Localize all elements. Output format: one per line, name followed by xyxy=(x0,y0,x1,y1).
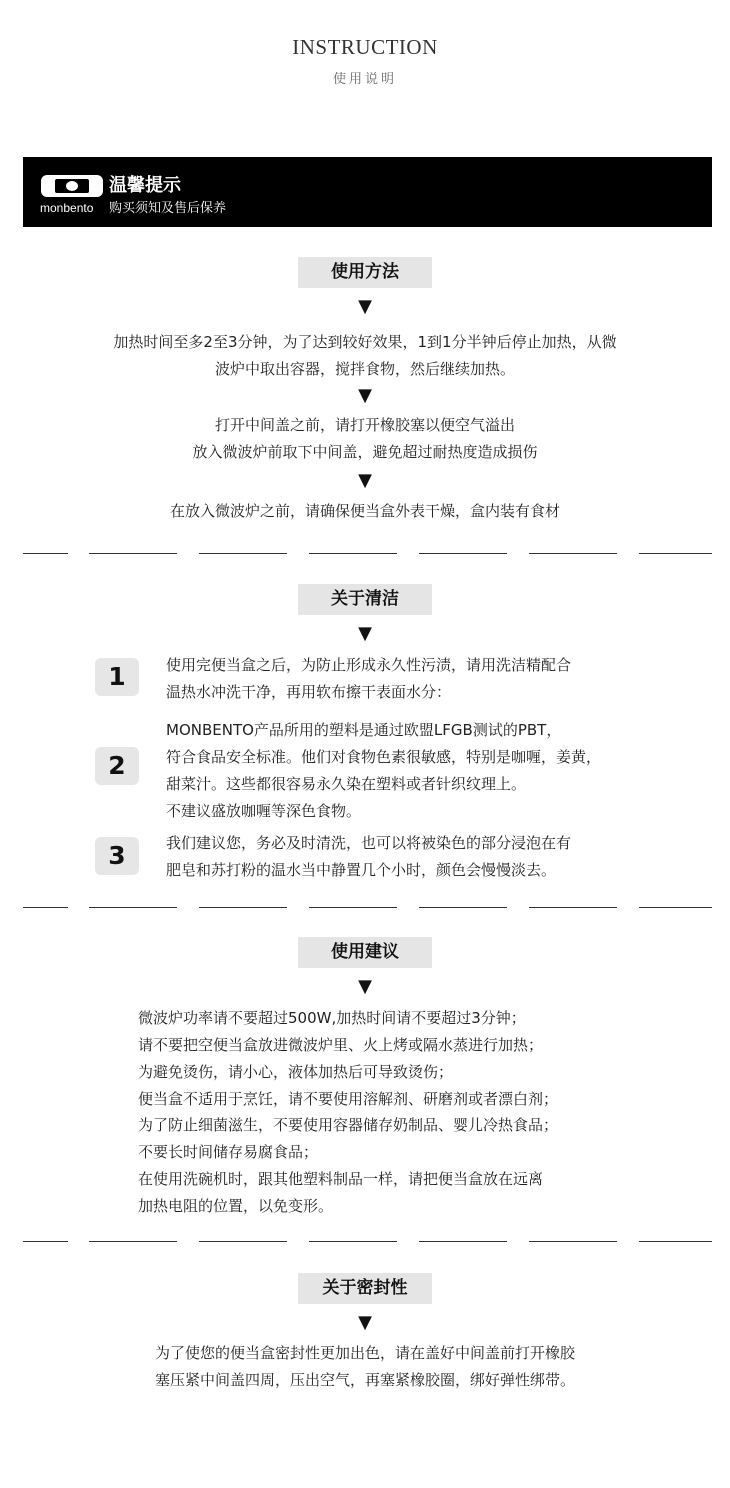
cleaning-line: 符合食品安全标准。他们对食物色素很敏感，特别是咖喱，姜黄， xyxy=(166,748,602,766)
arrow-down-icon: ▼ xyxy=(358,976,372,997)
cleaning-line: 我们建议您，务必及时清洗，也可以将被染色的部分浸泡在有 xyxy=(166,834,572,852)
advice-line: 加热电阻的位置，以免变形。 xyxy=(138,1197,334,1215)
advice-line: 不要长时间储存易腐食品； xyxy=(138,1143,319,1161)
arrow-down-icon: ▼ xyxy=(358,385,372,406)
logo-text: monbento xyxy=(40,201,94,215)
sealing-line: 为了使您的便当盒密封性更加出色，请在盖好中间盖前打开橡胶 xyxy=(154,1344,575,1362)
page-title: INSTRUCTION xyxy=(292,35,438,59)
section-divider xyxy=(23,907,712,909)
cleaning-line: 肥皂和苏打粉的温水当中静置几个小时，颜色会慢慢淡去。 xyxy=(166,861,557,879)
usage-line: 波炉中取出容器，搅拌食物，然后继续加热。 xyxy=(214,360,515,378)
arrow-down-icon: ▼ xyxy=(358,623,372,644)
arrow-down-icon: ▼ xyxy=(358,470,372,491)
arrow-down-icon: ▼ xyxy=(358,296,372,317)
usage-line: 加热时间至多2至3分钟，为了达到较好效果，1到1分半钟后停止加热，从微 xyxy=(113,333,617,351)
banner-title: 温馨提示 xyxy=(109,175,181,196)
notice-banner xyxy=(23,157,712,227)
advice-line: 为避免烫伤，请小心，液体加热后可导致烫伤； xyxy=(138,1063,454,1081)
advice-line: 便当盒不适用于烹饪，请不要使用溶解剂、研磨剂或者漂白剂； xyxy=(138,1090,559,1108)
section-title-sealing: 关于密封性 xyxy=(298,1273,432,1304)
monbento-logo-icon xyxy=(41,175,103,197)
section-divider xyxy=(23,553,712,555)
advice-line: 微波炉功率请不要超过500W,加热时间请不要超过3分钟； xyxy=(138,1009,526,1027)
arrow-down-icon: ▼ xyxy=(358,1312,372,1333)
usage-line: 放入微波炉前取下中间盖，避免超过耐热度造成损伤 xyxy=(192,443,538,461)
cleaning-line: 甜菜汁。这些都很容易永久染在塑料或者针织纹理上。 xyxy=(166,775,527,793)
cleaning-line: 不建议盛放咖喱等深色食物。 xyxy=(166,802,362,820)
page-subtitle: 使用说明 xyxy=(332,72,397,87)
section-title-usage: 使用方法 xyxy=(298,257,432,288)
step-number-badge: 3 xyxy=(95,837,139,875)
usage-line: 打开中间盖之前，请打开橡胶塞以便空气溢出 xyxy=(214,416,515,434)
advice-line: 请不要把空便当盒放进微波炉里、火上烤或隔水蒸进行加热； xyxy=(138,1036,544,1054)
step-number-badge: 2 xyxy=(95,747,139,785)
usage-line: 在放入微波炉之前，请确保便当盒外表干燥，盒内装有食材 xyxy=(169,502,560,520)
sealing-line: 塞压紧中间盖四周，压出空气，再塞紧橡胶圈，绑好弹性绑带。 xyxy=(154,1371,575,1389)
section-title-advice: 使用建议 xyxy=(298,937,432,968)
advice-line: 为了防止细菌滋生，不要使用容器储存奶制品、婴儿冷热食品； xyxy=(138,1116,559,1134)
step-number-badge: 1 xyxy=(95,658,139,696)
cleaning-line: 使用完便当盒之后，为防止形成永久性污渍，请用洗洁精配合 xyxy=(166,656,572,674)
section-divider xyxy=(23,1241,712,1243)
section-title-cleaning: 关于清洁 xyxy=(298,584,432,615)
cleaning-line: 温热水冲洗干净，再用软布擦干表面水分： xyxy=(166,683,452,701)
advice-line: 在使用洗碗机时，跟其他塑料制品一样，请把便当盒放在远离 xyxy=(138,1170,544,1188)
banner-subtitle: 购买须知及售后保养 xyxy=(109,201,227,216)
cleaning-line: MONBENTO产品所用的塑料是通过欧盟LFGB测试的PBT， xyxy=(166,721,562,739)
